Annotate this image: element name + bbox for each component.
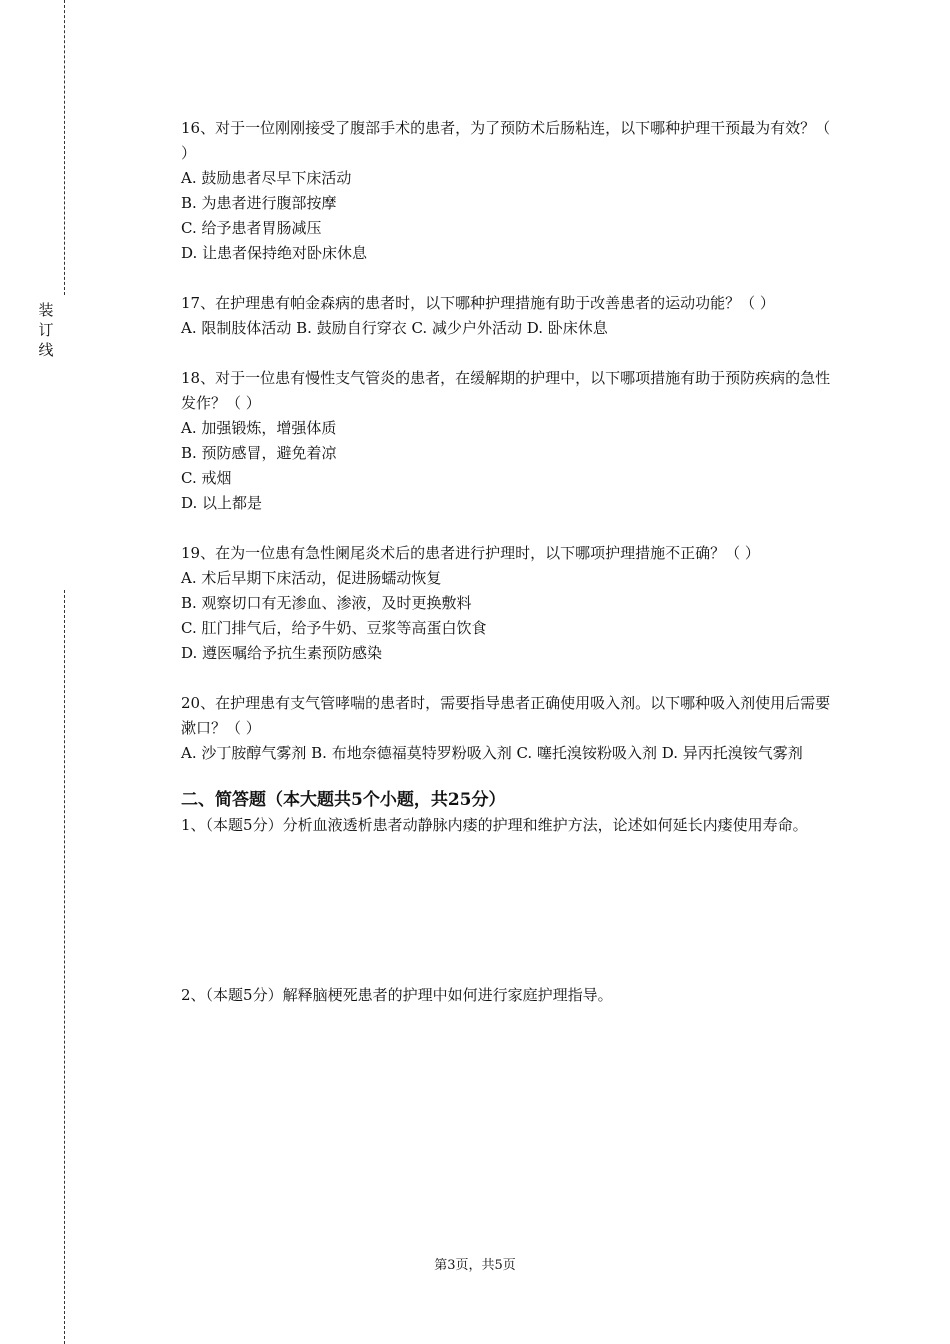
question-option: D. 遵医嘱给予抗生素预防感染: [181, 644, 383, 662]
question-option: A. 加强锻炼，增强体质: [181, 419, 337, 437]
question-18: [181, 366, 841, 516]
question-stem: 18、对于一位患有慢性支气管炎的患者，在缓解期的护理中，以下哪项措施有助于预防疾病的急性发作？（ ）: [181, 369, 831, 412]
question-stem: 16、对于一位刚刚接受了腹部手术的患者，为了预防术后肠粘连，以下哪种护理干预最为有效？（ ）: [181, 119, 831, 162]
question-stem: 20、在护理患有支气管哮喘的患者时，需要指导患者正确使用吸入剂。以下哪种吸入剂使用后需要漱口？（ ）: [181, 694, 831, 737]
question-option: B. 为患者进行腹部按摩: [181, 194, 337, 212]
binding-label-char: 订: [38, 321, 54, 339]
question-20: [181, 691, 841, 766]
question-17: [181, 291, 841, 341]
question-option: C. 肛门排气后，给予牛奶、豆浆等高蛋白饮食: [181, 619, 487, 637]
section-title: 二、简答题（本大题共5个小题，共25分）: [181, 790, 506, 810]
short-answer-question-1: 1、（本题5分）分析血液透析患者动静脉内瘘的护理和维护方法，论述如何延长内瘘使用寿命。: [181, 816, 808, 834]
question-option: D. 以上都是: [181, 494, 263, 512]
question-inline-options: A. 限制肢体活动 B. 鼓励自行穿衣 C. 减少户外活动 D. 卧床休息: [181, 319, 608, 337]
binding-dashed-line-bottom: [64, 590, 65, 1344]
question-stem: 17、在护理患有帕金森病的患者时，以下哪种护理措施有助于改善患者的运动功能？（ ）: [181, 294, 775, 312]
short-answer-question-2: 2、（本题5分）解释脑梗死患者的护理中如何进行家庭护理指导。: [181, 986, 613, 1004]
question-inline-options: A. 沙丁胺醇气雾剂 B. 布地奈德福莫特罗粉吸入剂 C. 噻托溴铵粉吸入剂 D. 异丙托溴铵气雾剂: [181, 744, 803, 762]
exam-content: [181, 116, 841, 1008]
binding-dashed-line-top: [64, 0, 65, 295]
question-option: C. 戒烟: [181, 469, 232, 487]
binding-label-char: 装: [38, 301, 54, 319]
binding-label-char: 线: [38, 341, 54, 359]
question-16: [181, 116, 841, 266]
question-option: B. 观察切口有无渗血、渗液，及时更换敷料: [181, 594, 472, 612]
page-number-footer: 第3页，共5页: [434, 1258, 516, 1273]
question-option: A. 术后早期下床活动，促进肠蠕动恢复: [181, 569, 442, 587]
question-19: [181, 541, 841, 666]
question-option: D. 让患者保持绝对卧床休息: [181, 244, 368, 262]
question-stem: 19、在为一位患有急性阑尾炎术后的患者进行护理时，以下哪项护理措施不正确？（ ）: [181, 544, 760, 562]
question-option: A. 鼓励患者尽早下床活动: [181, 169, 352, 187]
binding-line-label: [36, 300, 56, 360]
question-option: B. 预防感冒，避免着凉: [181, 444, 337, 462]
question-option: C. 给予患者胃肠减压: [181, 219, 322, 237]
